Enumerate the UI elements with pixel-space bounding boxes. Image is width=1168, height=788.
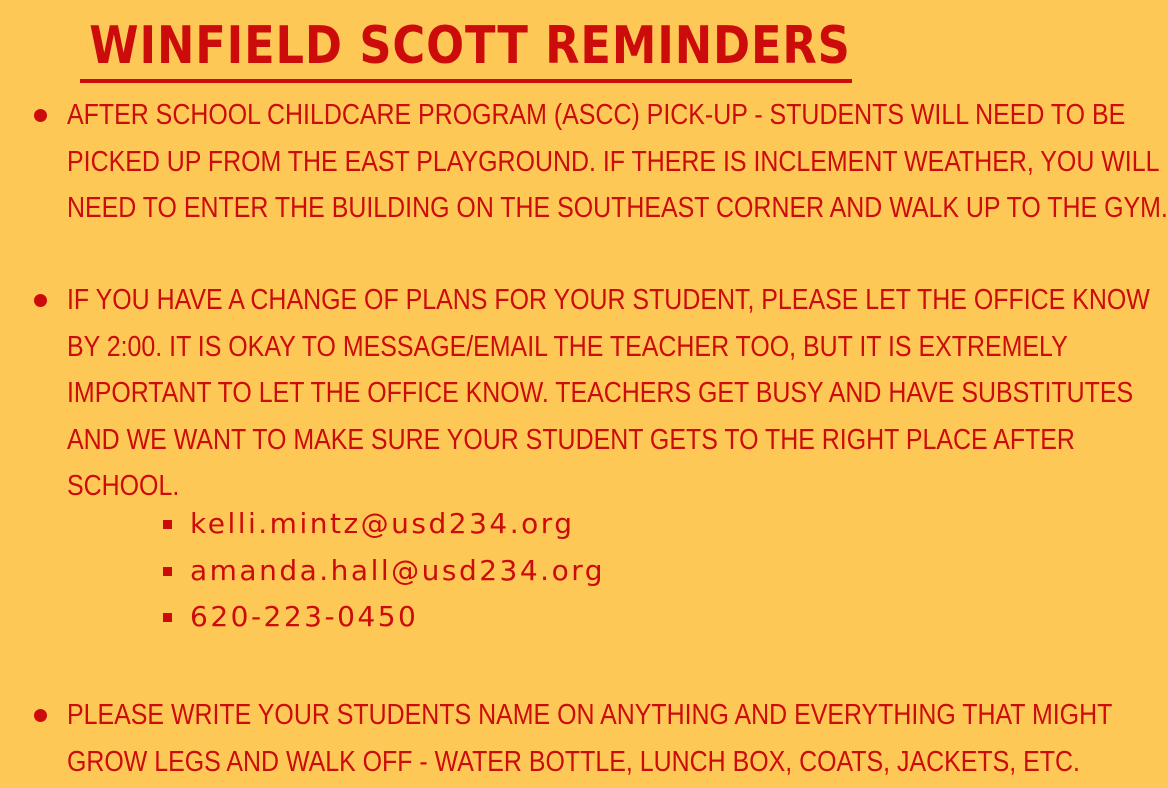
bullet-dot — [34, 109, 47, 122]
bullet-dot — [34, 294, 47, 307]
reminder-line: AND WE WANT TO MAKE SURE YOUR STUDENT GETS TO THE RIGHT PLACE AFTER — [67, 423, 1075, 456]
page-title: WINFIELD SCOTT REMINDERS — [89, 16, 851, 76]
reminder-line: IMPORTANT TO LET THE OFFICE KNOW. TEACHERS GET BUSY AND HAVE SUBSTITUTES — [67, 377, 1134, 409]
title-underline — [80, 79, 852, 83]
reminder-line: AFTER SCHOOL CHILDCARE PROGRAM (ASCC) PICK-UP - STUDENTS WILL NEED TO BE — [67, 99, 1126, 131]
reminder-line: SCHOOL. — [67, 470, 180, 502]
reminder-pickup — [67, 92, 1168, 232]
reminder-line: NEED TO ENTER THE BUILDING ON THE SOUTHEAST CORNER AND WALK UP TO THE GYM. — [67, 192, 1168, 224]
reminder-change-of-plans — [67, 277, 1150, 510]
reminder-line: PLEASE WRITE YOUR STUDENTS NAME ON ANYTHING AND EVERYTHING THAT MIGHT — [67, 699, 1113, 731]
sub-bullet-square — [163, 613, 172, 622]
contact-email-amanda: amanda.hall@usd234.org — [190, 554, 606, 587]
reminder-label-belongings — [67, 692, 1113, 785]
reminder-line: BY 2:00. IT IS OKAY TO MESSAGE/EMAIL THE TEACHER TOO, BUT IT IS EXTREMELY — [67, 330, 1068, 363]
sub-bullet-square — [163, 520, 172, 529]
contact-phone: 620-223-0450 — [190, 600, 419, 633]
contact-email-kelli: kelli.mintz@usd234.org — [190, 507, 575, 540]
bullet-dot — [34, 709, 47, 722]
reminder-line: IF YOU HAVE A CHANGE OF PLANS FOR YOUR STUDENT, PLEASE LET THE OFFICE KNOW — [67, 284, 1150, 316]
reminder-line: PICKED UP FROM THE EAST PLAYGROUND. IF THERE IS INCLEMENT WEATHER, YOU WILL — [67, 145, 1160, 178]
sub-bullet-square — [163, 567, 172, 576]
reminder-line: GROW LEGS AND WALK OFF - WATER BOTTLE, LUNCH BOX, COATS, JACKETS, ETC. — [67, 745, 1080, 778]
